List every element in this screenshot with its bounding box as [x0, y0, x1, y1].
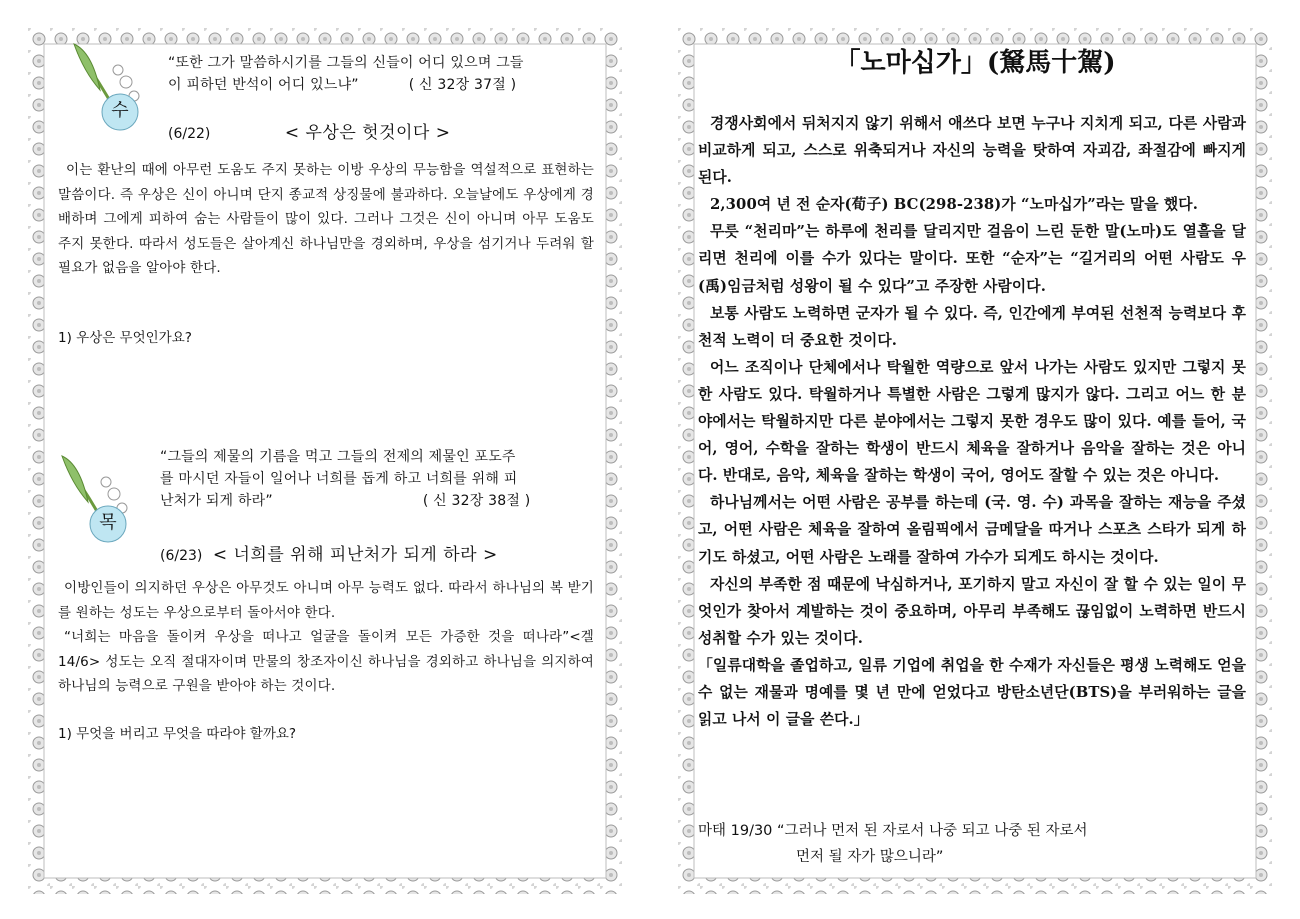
essay-body	[698, 110, 1246, 733]
badge-label: 수	[111, 100, 129, 121]
essay-paragraph: 「일류대학을 졸업하고, 일류 기업에 취업을 한 수재가 자신들은 평생 노력해도 얻을 수 없는 재물과 명예를 몇 년 만에 얻었다고 방탄소년단(BTS)을 부러워하는 글을 읽고 나서 이 글을 쓴다.」	[698, 656, 1246, 729]
essay-paragraph: 무릇 “천리마”는 하루에 천리를 달리지만 걸음이 느린 둔한 말(노마)도 열흘을 달리면 천리에 이를 수가 있다는 말이다. 또한 “순자”는 “길거리의 어떤 사람도 우(禹)임금처럼 성왕이 될 수 있다”고 주장한 사람이다.	[698, 223, 1246, 295]
entry-question-1: 1) 우상은 무엇인가요?	[58, 330, 192, 346]
entry-heading-2	[160, 540, 498, 565]
essay-paragraph: 하나님께서는 어떤 사람은 공부를 하는데 (국. 영. 수) 과목을 잘하는 재능을 주셨고, 어떤 사람은 체육을 잘하여 올림픽에서 금메달을 따거나 스포츠 스타가 되게 하기도 하셨고, 어떤 사람은 노래를 잘하여 가수가 되게도 하시는 것이다.	[698, 494, 1246, 566]
verse-line: 이 피하던 반석이 어디 있느냐”	[168, 77, 359, 93]
entry-title: < 우상은 헛것이다 >	[284, 123, 451, 143]
essay-paragraph: 자신의 부족한 점 때문에 낙심하거나, 포기하지 말고 자신이 잘 할 수 있는 일이 무엇인가 찾아서 계발하는 것이 중요하며, 아무리 부족해도 끊임없이 노력하면 반드시 성취할 수가 있는 것이다.	[698, 575, 1246, 647]
entry-date: (6/23)	[160, 548, 203, 564]
entry-paragraph: “너희는 마음을 돌이켜 우상을 떠나고 얼굴을 돌이켜 모든 가증한 것을 떠나라”<겔14/6> 성도는 오직 절대자이며 만물의 창조자이신 하나님을 경외하고 하나님을 의지하여 하나님의 능력으로 구원을 받아야 하는 것이다.	[58, 629, 594, 695]
verse-1	[168, 52, 598, 96]
entry-title: < 너희를 위해 피난처가 되게 하라 >	[212, 545, 498, 565]
footer-line: 마태 19/30 “그러나 먼저 된 자로서 나중 되고 나중 된 자로서	[698, 823, 1088, 839]
verse-line: 난처가 되게 하라”	[160, 493, 273, 509]
verse-reference: ( 신 32장 38절 )	[422, 493, 531, 509]
footer-line: 먼저 될 자가 많으니라”	[796, 849, 944, 865]
entry-body-1	[58, 158, 594, 281]
verse-2	[160, 446, 600, 512]
essay-paragraph: 경쟁사회에서 뒤처지지 않기 위해서 애쓰다 보면 누구나 지치게 되고, 다른 사람과 비교하게 되고, 스스로 위축되거나 자신의 능력을 탓하여 자괴감, 좌절감에 빠지게 된다.	[698, 115, 1246, 187]
left-page	[28, 28, 622, 894]
verse-reference: ( 신 32장 37절 )	[408, 77, 517, 93]
entry-paragraph: 이방인들이 의지하던 우상은 아무것도 아니며 아무 능력도 없다. 따라서 하나님의 복 받기를 원하는 성도는 우상으로부터 돌아서야 한다.	[58, 580, 594, 621]
verse-line: “그들의 제물의 기름을 먹고 그들의 전제의 제물인 포도주	[160, 449, 516, 465]
essay-paragraph: 어느 조직이나 단체에서나 탁월한 역량으로 앞서 나가는 사람도 있지만 그렇지 못한 사람도 있다. 탁월하거나 특별한 사람은 그렇게 많지가 않다. 그리고 어느 한 분야에서는 탁월하지만 다른 분야에서는 그렇지 못한 경우도 많이 있다. 예를 들어, 국어, 영어, 수학을 잘하는 학생이 반드시 체육을 잘하거나 음악을 잘하는 것은 아니다. 반대로, 음악, 체육을 잘하는 학생이 국어, 영어도 잘할 수 있는 것은 아니다.	[698, 358, 1246, 485]
essay-paragraph: 2,300여 년 전 순자(荀子) BC(298-238)가 “노마십가”라는 말을 했다.	[710, 196, 1198, 214]
entry-heading-1	[168, 118, 450, 143]
essay-paragraph: 보통 사람도 노력하면 군자가 될 수 있다. 즉, 인간에게 부여된 선천적 능력보다 후천적 노력이 더 중요한 것이다.	[698, 304, 1246, 349]
badge-label: 목	[99, 512, 117, 533]
entry-date: (6/22)	[168, 126, 211, 142]
verse-line: “또한 그가 말씀하시기를 그들의 신들이 어디 있으며 그들	[168, 55, 524, 71]
scripture-footer	[698, 818, 1246, 870]
right-page	[678, 28, 1272, 894]
entry-question-2: 1) 무엇을 버리고 무엇을 따라야 할까요?	[58, 726, 297, 742]
essay-title: 「노마십가」(駑馬十駕)	[834, 48, 1116, 78]
entry-paragraph: 이는 환난의 때에 아무런 도움도 주지 못하는 이방 우상의 무능함을 역설적으로 표현하는 말씀이다. 즉 우상은 신이 아니며 단지 종교적 상징물에 불과하다. 오늘날에도 우상에게 경배하며 그에게 피하여 숨는 사람들이 많이 있다. 그러나 그것은 신이 아니며 아무 도움도 주지 못한다. 따라서 성도들은 살아계신 하나님만을 경외하며, 우상을 섬기거나 두려워 할 필요가 없음을 알아야 한다.	[58, 162, 594, 277]
verse-line: 를 마시던 자들이 일어나 너희를 돕게 하고 너희를 위해 피	[160, 471, 518, 487]
entry-body-2	[58, 576, 594, 699]
